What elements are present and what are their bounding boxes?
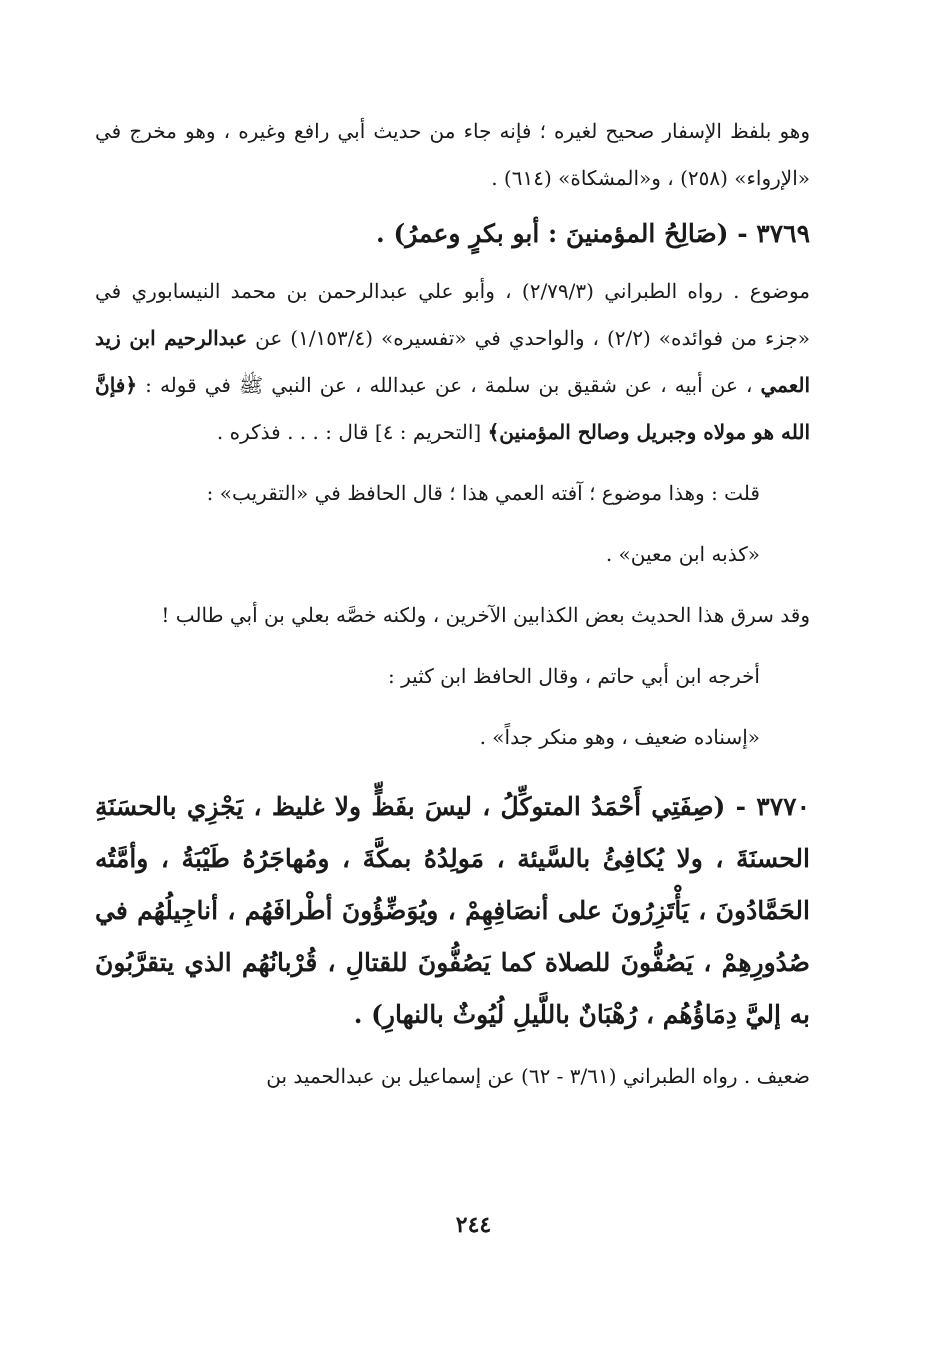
paragraph-quote-ibn-kathir: «إسناده ضعيف ، وهو منكر جداً» .: [479, 725, 760, 749]
paragraph-takhrij-3769: [95, 268, 810, 456]
paragraph-stolen-hadith: وقد سرق هذا الحديث بعض الكذابين الآخرين ، ولكنه خصَّه بعلي بن أبي طالب !: [161, 603, 810, 627]
page-number: ٢٤٤: [455, 1212, 492, 1238]
text-column: [95, 108, 810, 1100]
hadith-text-3770: ٣٧٧٠ - (صِفَتِي أَحْمَدُ المتوكِّلُ ، ليسَ بفَظٍّ ولا غليظ ، يَجْزِي بالحسَنَةِ الحسنَةَ ، ولا يُكافِئُ بالسَّيئة ، مَولِدُهُ بمكَّةَ ، ومُهاجَرُهُ طَيْبَةُ ، وأمَّتُه الحَمَّادُونَ ، يَأْتَزِرُونَ على أنصَافِهِمْ ، ويُوَضِّؤُونَ أطْرافَهُم ، أناجِيلُهُم في صُدُورِهِمْ ، يَصُفُّونَ للصلاة كما يَصُفُّونَ للقتالِ ، قُرْبانُهُم الذي يتقرَّبُونَ به إليَّ دِمَاؤُهُم ، رُهْبَانٌ باللَّيلِ لُيُوثٌ بالنهارِ) .: [95, 792, 810, 1029]
paragraph-comment: قلت : وهذا موضوع ؛ آفته العمي هذا ؛ قال الحافظ في «التقريب» :: [206, 481, 760, 505]
takhrij-text-1: موضوع . رواه الطبراني (٢/٧٩/٣) ، وأبو علي عبدالرحمن بن محمد النيسابوري في «جزء من فوائده» (٢/٢) ، والواحدي في «تفسيره» (١/١٥٣/٤) عن: [95, 279, 810, 350]
hadith-heading-3769: ٣٧٦٩ - (صَالِحُ المؤمنينَ : أبو بكرٍ وعمرُ) .: [376, 219, 810, 248]
paragraph-ibn-abi-hatim: أخرجه ابن أبي حاتم ، وقال الحافظ ابن كثير :: [388, 664, 760, 688]
takhrij-text-2: ، عن أبيه ، عن شقيق بن سلمة ، عن عبدالله ، عن النبي ﷺ في قوله :: [137, 373, 761, 397]
narrator-name: عبدالرحيم ابن زيد العمي: [95, 326, 811, 397]
paragraph-quote-ibn-maeen: «كذبه ابن معين» .: [605, 542, 760, 566]
quran-verse: ﴿فإنَّ الله هو مولاه وجبريل وصالح المؤمنين﴾: [95, 373, 810, 444]
takhrij-text-3: [التحريم : ٤] قال : . . . فذكره .: [216, 420, 488, 444]
paragraph-takhrij-3770: ضعيف . رواه الطبراني (٣/٦١ - ٦٢) عن إسماعيل بن عبدالحميد بن: [266, 1064, 810, 1088]
paragraph-takhrij-previous: وهو بلفظ الإسفار صحيح لغيره ؛ فإنه جاء من حديث أبي رافع وغيره ، وهو مخرج في «الإرواء» (٢٥٨) ، و«المشكاة» (٦١٤) .: [95, 119, 810, 190]
